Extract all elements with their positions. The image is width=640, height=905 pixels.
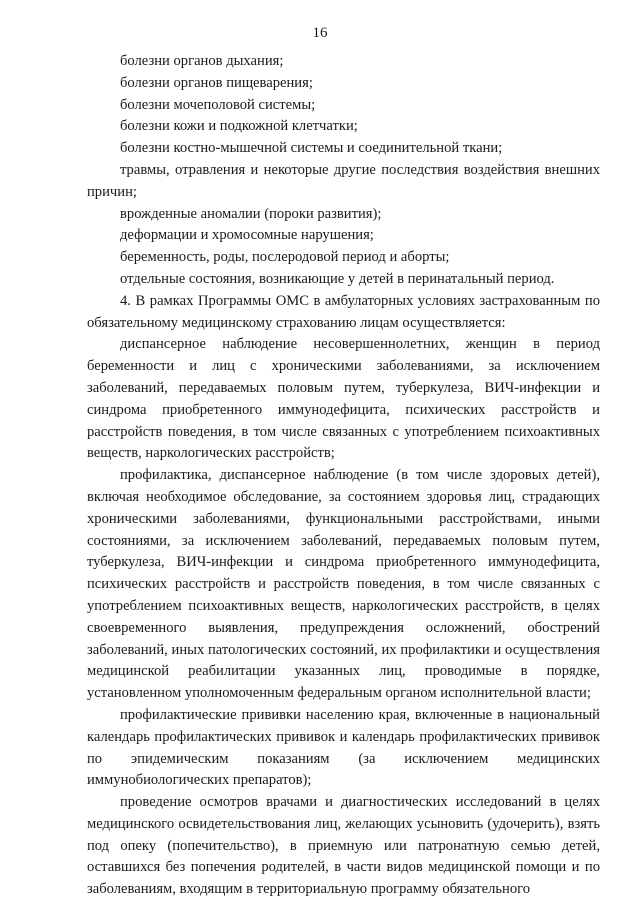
- paragraph-respiratory-diseases: болезни органов дыхания;: [120, 53, 284, 69]
- paragraph-skin-diseases: болезни кожи и подкожной клетчатки;: [120, 118, 358, 135]
- paragraph-congenital-anomalies: врожденные аномалии (пороки развития);: [120, 205, 382, 222]
- paragraph-perinatal-conditions: отдельные состояния, возникающие у детей в перинатальный период.: [120, 270, 555, 287]
- paragraph-genitourinary-diseases: болезни мочеполовой системы;: [120, 96, 316, 113]
- page-number: 16: [312, 25, 328, 41]
- paragraph-section-4-intro: 4. В рамках Программы ОМС в амбулаторных условиях застрахованным по обязательному медицинскому страхованию лицам осуществляется:: [87, 292, 600, 331]
- document-body: [87, 51, 600, 901]
- paragraph-musculoskeletal-diseases: болезни костно-мышечной системы и соединительной ткани;: [120, 140, 503, 157]
- paragraph-injuries-poisoning: травмы, отравления и некоторые другие последствия воздействия внешних причин;: [87, 161, 600, 200]
- paragraph-digestive-diseases: болезни органов пищеварения;: [120, 74, 313, 91]
- paragraph-pregnancy: беременность, роды, послеродовой период и аборты;: [120, 249, 450, 266]
- paragraph-examinations: проведение осмотров врачами и диагностических исследований в целях медицинского освидетельствования лиц, желающих усыновить (удочерить), взять под опеку (попечительство), в приемную или патронатную семью детей, оставшихся без попечения родителей, в части видов медицинской помощи и по заболеваниям, входящим в территориальную программу обязательного: [87, 794, 600, 898]
- paragraph-vaccinations: профилактические прививки населению края, включенные в национальный календарь профилактических прививок и календарь профилактических прививок по эпидемическим показаниям (за исключением медицинских иммунобиологических препаратов);: [87, 706, 600, 789]
- paragraph-prevention: профилактика, диспансерное наблюдение (в том числе здоровых детей), включая необходимое обследование, за состоянием здоровья лиц, страдающих хроническими заболеваниями, функциональными расстройствами, иными состояниями, за исключением заболеваний, передаваемых половым путем, туберкулеза, ВИЧ-инфекции и синдрома приобретенного иммунодефицита, психических расстройств и расстройств поведения, в том числе связанных с употреблением психоактивных веществ, наркологических расстройств, в целях своевременного выявления, предупреждения осложнений, обострений заболеваний, иных патологических состояний, их профилактики и осуществления медицинской реабилитации указанных лиц, проводимые в порядке, установленном уполномоченным федеральным органом исполнительной власти;: [87, 467, 600, 702]
- paragraph-chromosomal-disorders: деформации и хромосомные нарушения;: [120, 227, 374, 244]
- paragraph-dispensary-observation: диспансерное наблюдение несовершеннолетних, женщин в период беременности и лиц с хроническими заболеваниями, за исключением заболеваний, передаваемых половым путем, туберкулеза, ВИЧ-инфекции и синдрома приобретенного иммунодефицита, психических расстройств и расстройств поведения, в том числе связанных с употреблением психоактивных веществ, наркологических расстройств;: [87, 336, 600, 462]
